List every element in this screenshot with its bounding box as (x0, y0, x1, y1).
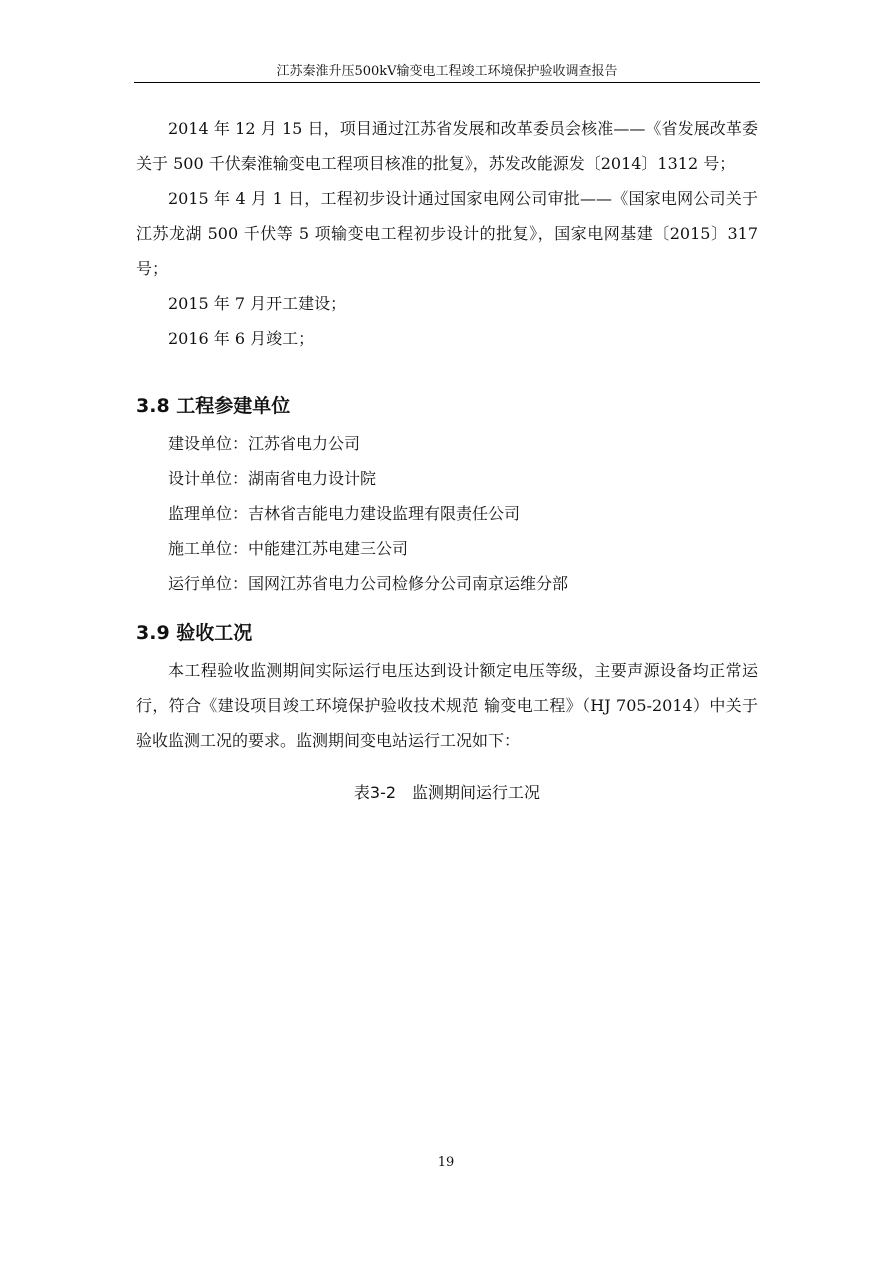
unit-operation: 运行单位：国网江苏省电力公司检修分公司南京运维分部 (168, 574, 569, 593)
section-heading-3-9: 3.9 验收工况 (136, 622, 253, 644)
timeline-item-completion: 2016 年 6 月竣工； (168, 329, 315, 348)
unit-supervision: 监理单位：吉林省吉能电力建设监理有限责任公司 (168, 504, 521, 523)
unit-construction: 建设单位：江苏省电力公司 (168, 434, 361, 453)
section-heading-3-8: 3.8 工程参建单位 (136, 395, 291, 417)
timeline-item-approval: 2014 年 12 月 15 日，项目通过江苏省发展和改革委员会核准——《省发展改革委关于 500 千伏秦淮输变电工程项目核准的批复》，苏发改能源发〔2014〕1312 号； (136, 119, 758, 173)
timeline-item-start: 2015 年 7 月开工建设； (168, 294, 347, 313)
unit-design: 设计单位：湖南省电力设计院 (168, 469, 377, 488)
page-number: 19 (437, 1155, 455, 1170)
operating-conditions-paragraph: 本工程验收监测期间实际运行电压达到设计额定电压等级，主要声源设备均正常运行，符合《建设项目竣工环境保护验收技术规范 输变电工程》（HJ 705-2014）中关于验收监测工况的要求。监测期间变电站运行工况如下： (136, 661, 758, 750)
timeline-item-design: 2015 年 4 月 1 日，工程初步设计通过国家电网公司审批——《国家电网公司关于江苏龙湖 500 千伏等 5 项输变电工程初步设计的批复》，国家电网基建〔2015〕317 号； (136, 189, 758, 278)
header-rule (134, 82, 760, 83)
document-body (136, 111, 758, 808)
running-header: 江苏秦淮升压500kV输变电工程竣工环境保护验收调查报告 (276, 64, 618, 79)
table-caption: 表3-2 监测期间运行工况 (353, 783, 541, 802)
unit-builder: 施工单位：中能建江苏电建三公司 (168, 539, 409, 558)
